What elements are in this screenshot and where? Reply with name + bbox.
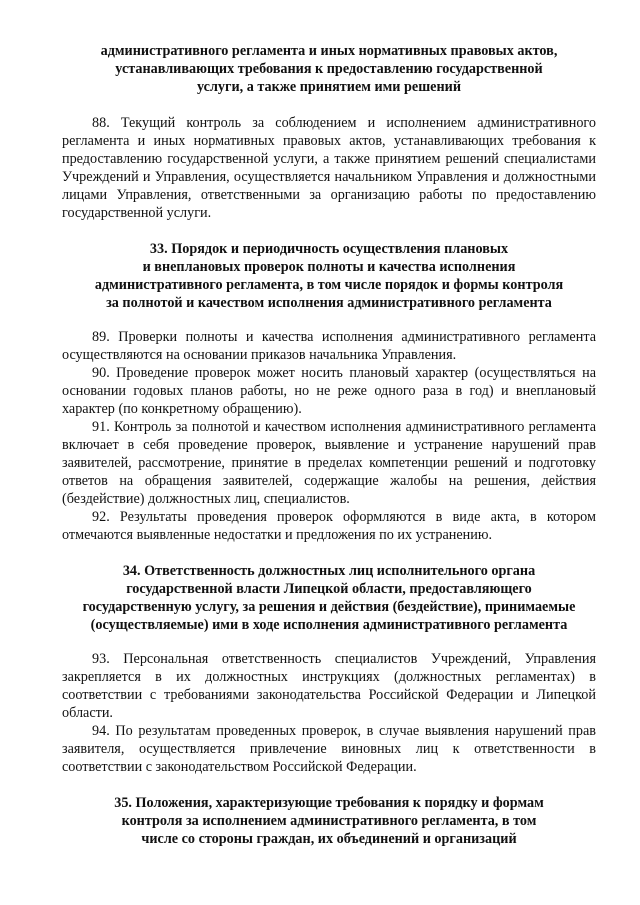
- paragraph-90: 90. Проведение проверок может носить плановый характер (осуществляться на основании годовых планов работы, но не реже одного раза в год) и внеплановый характер (по конкретному обращению).: [62, 365, 596, 417]
- heading-line: и внеплановых проверок полноты и качества исполнения: [142, 259, 516, 275]
- paragraph-91: 91. Контроль за полнотой и качеством исполнения административного регламента включает в себя проведение проверок, выявление и устранение нарушений прав заявителей, рассмотрение, принятие в пределах компетенции решений и подготовку ответов на обращения заявителей, содержащие жалобы на решения, действия (бездействие) должностных лиц, специалистов.: [62, 419, 596, 507]
- heading-line: за полнотой и качеством исполнения административного регламента: [106, 295, 552, 311]
- heading-line: контроля за исполнением административного регламента, в том: [121, 813, 537, 829]
- heading-line: услуги, а также принятием ими решений: [197, 79, 461, 95]
- section-34: [62, 562, 596, 776]
- section-33-heading: [62, 240, 596, 312]
- intro-heading: [62, 42, 596, 96]
- paragraph-89: 89. Проверки полноты и качества исполнения административного регламента осуществляются на основании приказов начальника Управления.: [62, 329, 596, 363]
- heading-line: 33. Порядок и периодичность осуществления плановых: [149, 241, 509, 257]
- section-34-heading: [62, 562, 596, 634]
- heading-line: административного регламента, в том числе порядок и формы контроля: [94, 277, 564, 293]
- section-35: [62, 794, 596, 848]
- heading-line: административного регламента и иных нормативных правовых актов,: [100, 43, 558, 59]
- heading-line: государственной власти Липецкой области, предоставляющего: [126, 581, 532, 597]
- paragraph-94: 94. По результатам проведенных проверок, в случае выявления нарушений прав заявителя, осуществляется привлечение виновных лиц к ответственности в соответствии с законодательством Российской Федерации.: [62, 723, 596, 775]
- heading-line: 34. Ответственность должностных лиц исполнительного органа: [122, 563, 536, 579]
- heading-line: (осуществляемые) ими в ходе исполнения административного регламента: [90, 617, 568, 633]
- heading-line: государственную услугу, за решения и действия (бездействие), принимаемые: [82, 599, 576, 615]
- heading-line: устанавливающих требования к предоставлению государственной: [115, 61, 543, 77]
- heading-line: числе со стороны граждан, их объединений и организаций: [141, 831, 517, 847]
- paragraph-88: 88. Текущий контроль за соблюдением и исполнением административного регламента и иных нормативных правовых актов, устанавливающих требования к предоставлению государственной услуги, а также принятием решений специалистами Учреждений и Управления, осуществляется начальником Управления и должностными лицами Управления, ответственными за организацию работы по предоставлению государственной услуги.: [62, 115, 596, 221]
- paragraph-93: 93. Персональная ответственность специалистов Учреждений, Управления закрепляется в их должностных инструкциях (должностных регламентах) в соответствии с требованиями законодательства Российской Федерации и Липецкой области.: [62, 651, 596, 721]
- section-35-heading: [62, 794, 596, 848]
- paragraph-92: 92. Результаты проведения проверок оформляются в виде акта, в котором отмечаются выявленные недостатки и предложения по их устранению.: [62, 509, 596, 543]
- section-33: [62, 240, 596, 544]
- heading-line: 35. Положения, характеризующие требования к порядку и формам: [114, 795, 544, 811]
